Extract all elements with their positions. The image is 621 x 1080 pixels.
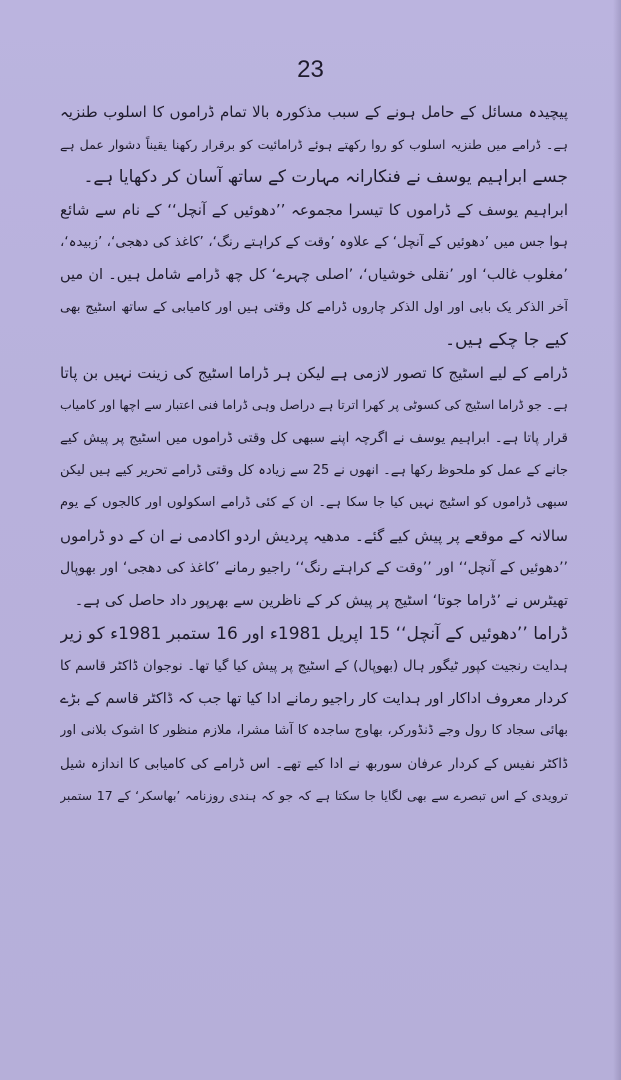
text-line: ڈراما ’’دھوئیں کے آنچل‘‘ 15 اپریل 1981ء اور 16 ستمبر 1981ء کو زیر	[60, 623, 568, 644]
text-line: جسے ابراہیم یوسف نے فنکارانہ مہارت کے ساتھ آسان کر دکھایا ہے۔	[83, 167, 568, 188]
text-line: ’مغلوب غالب‘ اور ’نقلی خوشیاں‘، ’اصلی چہرے‘ کل چھ ڈرامے شامل ہیں۔ ان میں	[60, 266, 568, 283]
text-line: قرار پاتا ہے۔ ابراہیم یوسف نے اگرچہ اپنے سبھی کل وقتی ڈراموں میں اسٹیج پر پیش کیے	[60, 429, 568, 446]
text-line: کیے جا چکے ہیں۔	[445, 330, 568, 351]
text-line: ڈاکٹر نفیس کے کردار عرفان سوربھ نے ادا کیے تھے۔ اس ڈرامے کی کامیابی کا اندازہ شیل	[60, 755, 568, 772]
text-line: سالانہ کے موقعے پر پیش کیے گئے۔ مدھیہ پردیش اردو اکادمی نے ان کے دو ڈراموں	[60, 526, 568, 545]
text-line: ہوا جس میں ’دھوئیں کے آنچل‘ کے علاوہ ’وقت کے کراہتے رنگ‘، ’کاغذ کی دھجی‘، ’زبیدہ‘،	[60, 234, 568, 251]
text-line: ہدایت رنجیت کپور ٹیگور ہال (بھوپال) کے اسٹیج پر پیش کیا گیا تھا۔ نوجوان ڈاکٹر قاسم کا	[60, 658, 568, 675]
text-line: سبھی ڈراموں کو اسٹیج نہیں کیا جا سکا ہے۔ ان کے کئی ڈرامے اسکولوں اور کالجوں کے یوم	[60, 495, 568, 511]
text-line: جانے کے عمل کو ملحوظ رکھا ہے۔ انھوں نے 25 سے زیادہ کل وقتی ڈرامے تحریر کیے ہیں لیکن	[60, 462, 568, 478]
text-line: تھیٹرس نے ’ڈراما جوتا‘ اسٹیج پر پیش کر کے ناظرین سے بھرپور داد حاصل کی ہے۔	[74, 592, 568, 609]
text-line: ہے۔ ڈرامے میں طنزیہ اسلوب کو روا رکھتے ہوئے ڈرامائیت کو برقرار رکھنا یقیناً دشوار عمل ہے	[60, 136, 568, 152]
text-line: کردار معروف اداکار اور ہدایت کار راجیو رمانے ادا کیا تھا جب کہ ڈاکٹر قاسم کے بڑے	[60, 690, 568, 707]
text-line: ابراہیم یوسف کے ڈراموں کا تیسرا مجموعہ ’’دھوئیں کے آنچل‘‘ کے نام سے شائع	[60, 200, 568, 219]
text-line: ہے۔ جو ڈراما اسٹیج کی کسوٹی پر کھرا اترتا ہے دراصل وہی ڈراما فنی اعتبار سے اچھا اور کامیاب	[60, 397, 568, 413]
page-edge-shadow	[613, 0, 621, 1080]
text-line: ڈرامے کے لیے اسٹیج کا تصور لازمی ہے لیکن ہر ڈراما اسٹیج کی زینت نہیں بن پاتا	[60, 363, 568, 382]
page-number: 23	[297, 56, 324, 83]
text-line: پیچیدہ مسائل کے حامل ہونے کے سبب مذکورہ بالا تمام ڈراموں کا اسلوب طنزیہ	[60, 103, 568, 121]
text-line: آخر الذکر یک بابی اور اول الذکر چاروں ڈرامے کل وقتی ہیں اور کامیابی کے ساتھ اسٹیج بھی	[60, 299, 568, 315]
body-text	[60, 96, 568, 813]
text-line: ’’دھوئیں کے آنچل‘‘ اور ’’وقت کے کراہتے رنگ‘‘ راجیو رمانے ’کاغذ کی دھجی‘ اور بھوپال	[60, 560, 568, 577]
text-line: ترویدی کے اس تبصرے سے بھی لگایا جا سکتا ہے کہ جو کہ ہندی روزنامہ ’بھاسکر‘ کے 17 ستمبر	[60, 788, 568, 804]
text-line: بھائی سجاد کا رول وجے ڈنڈورکر، بھاوج ساجدہ کا آشا مشرا، ملازم منظور کا اشوک بلانی اور	[60, 723, 568, 739]
